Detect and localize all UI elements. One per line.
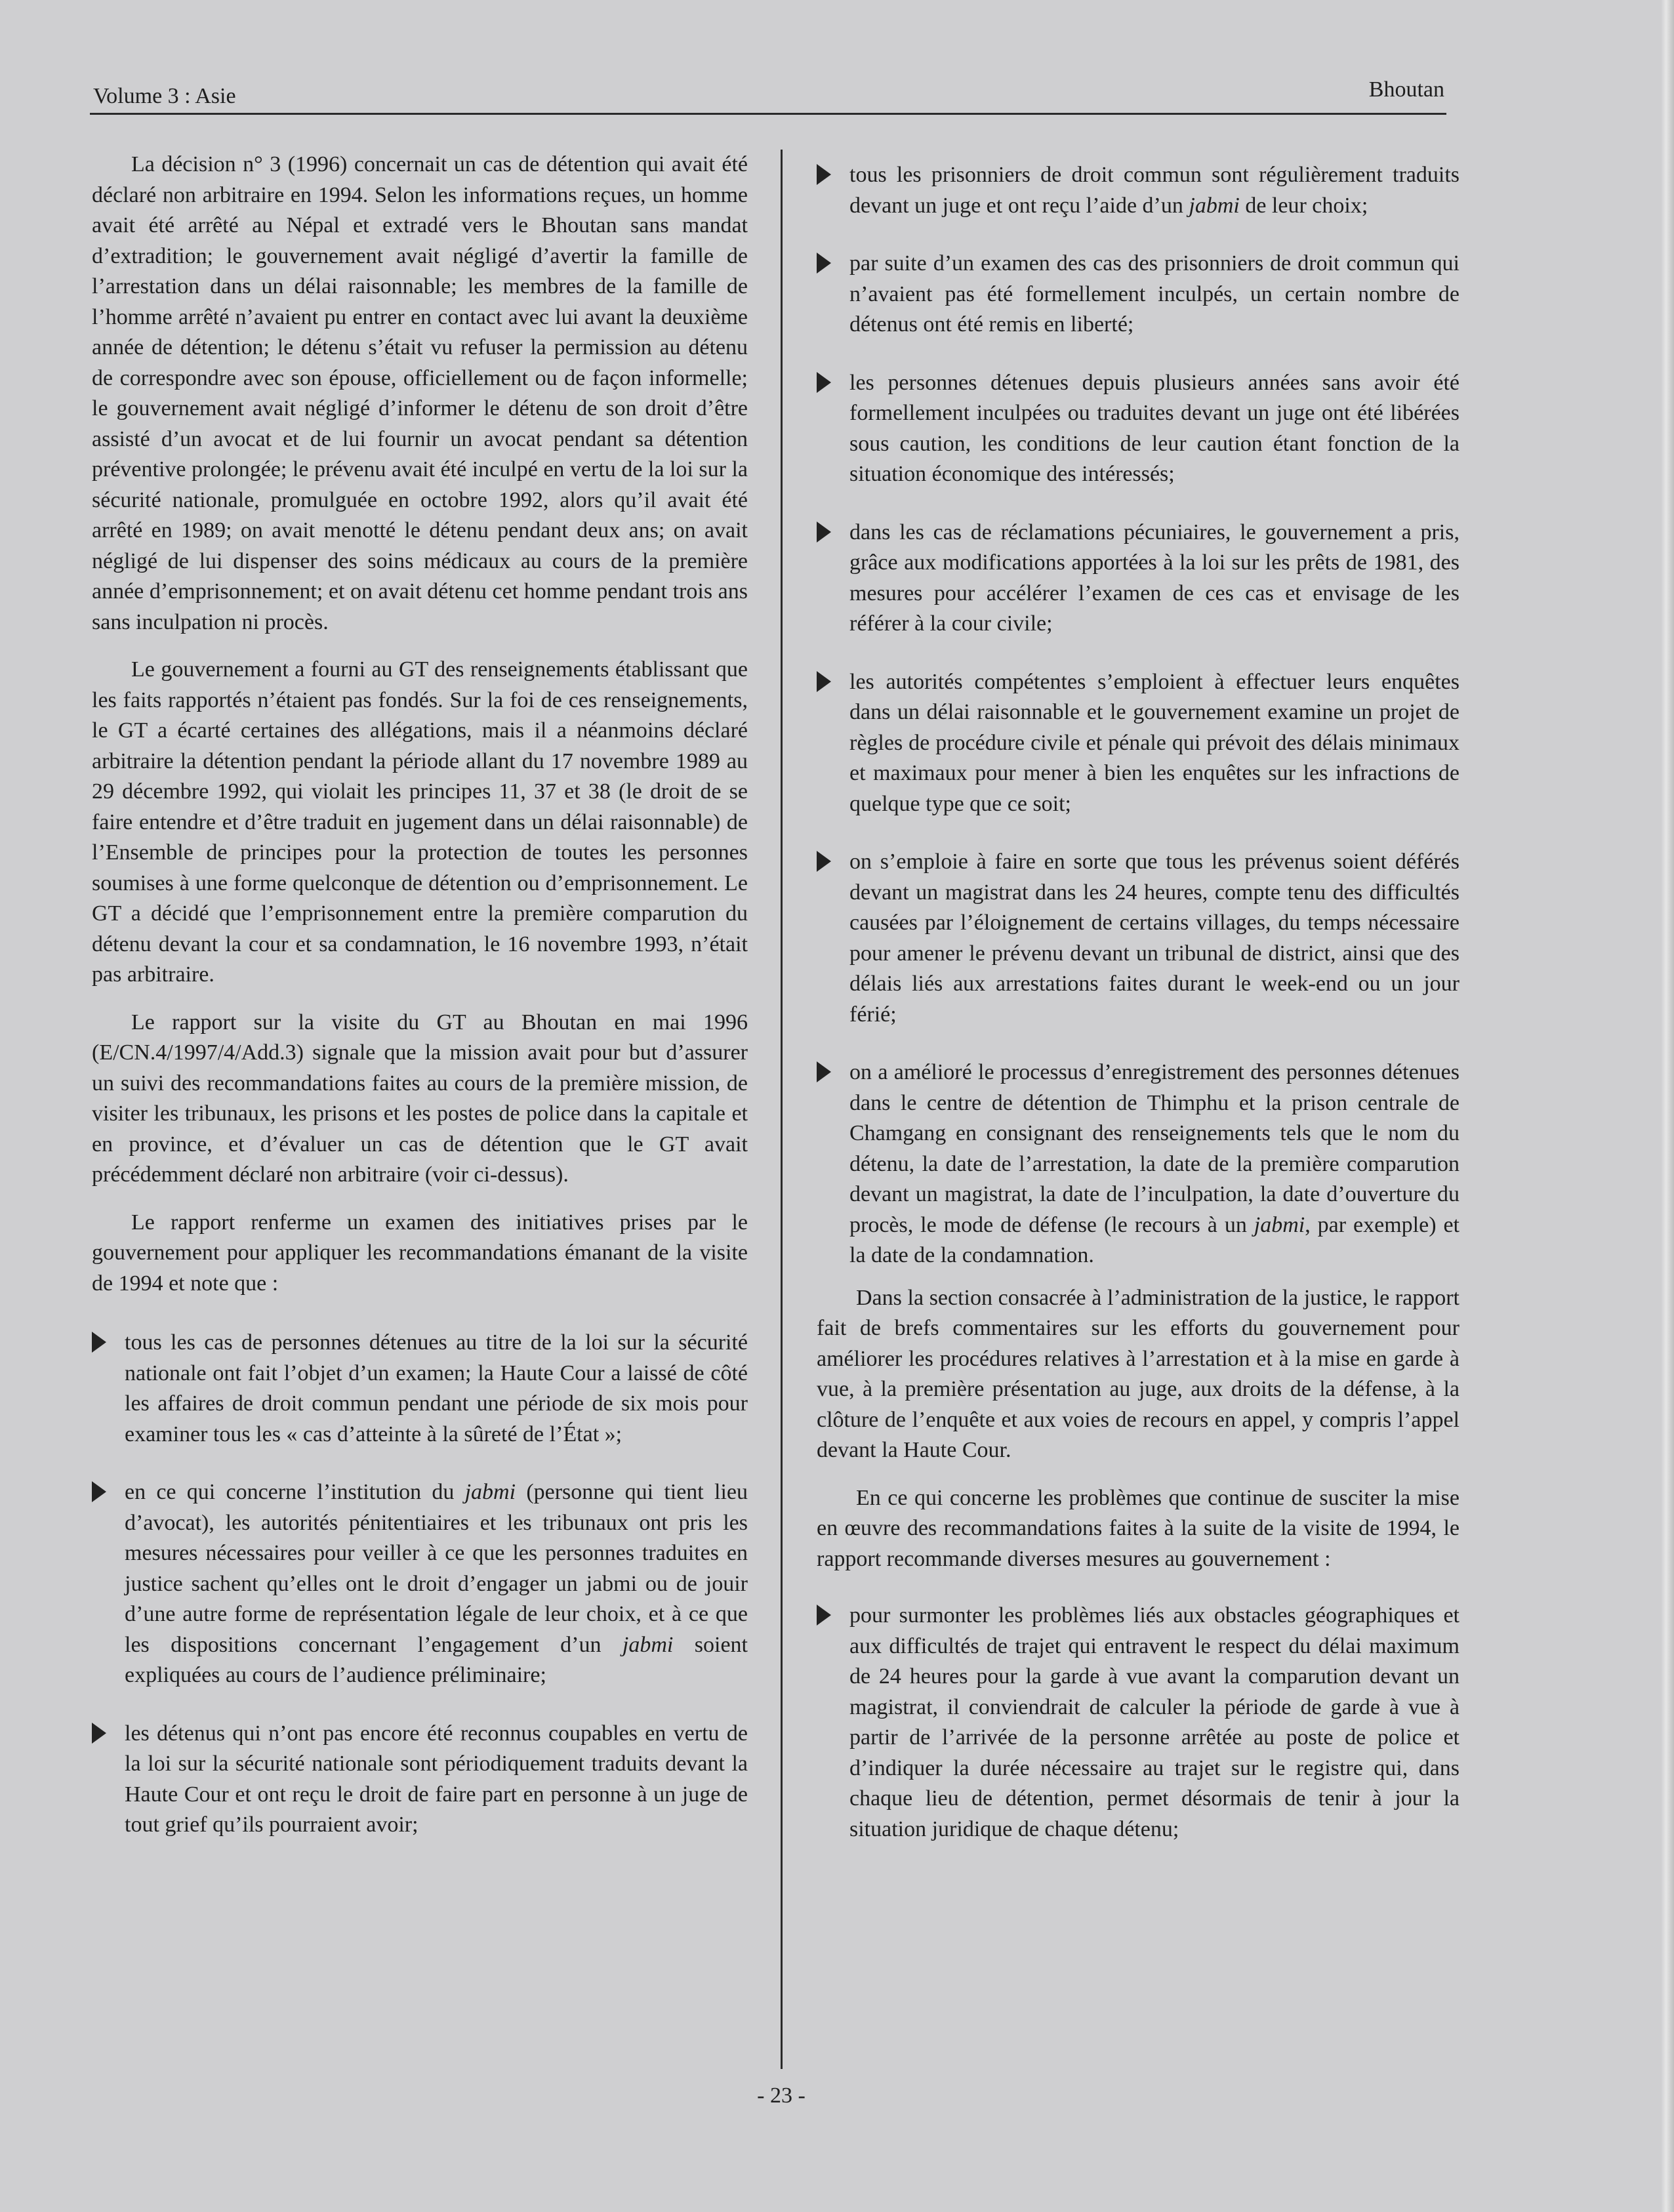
triangle-bullet-icon (817, 671, 831, 692)
bullet-item (92, 1719, 748, 1841)
paragraph: Le rapport sur la visite du GT au Bhoutan en mai 1996 (E/CN.4/1997/4/Add.3) signale que la mission avait pour but d’assurer un suivi des recommandations faites au cours de la première mission, de visiter les tribunaux, les prisons et les postes de police dans la capitale et en province, et d’évaluer un cas de détention que le GT avait précédemment déclaré non arbitraire (voir ci-dessus). (92, 1010, 748, 1187)
bullet-text: les détenus qui n’ont pas encore été reconnus coupables en vertu de la loi sur la sécurité nationale sont périodiquement traduits devant la Haute Cour et ont reçu le droit de faire part en personne à un juge de tout grief qu’ils pourraient avoir; (125, 1721, 748, 1837)
right-column (817, 160, 1460, 1872)
running-header (92, 77, 1446, 117)
bullet-text: tous les cas de personnes détenues au titre de la loi sur la sécurité nationale ont fait l’objet d’un examen; la Haute Cour a laissé de côté les affaires de droit commun pendant une période de six mois pour examiner tous les « cas d’atteinte à la sûreté de l’État »; (125, 1330, 748, 1446)
bullet-item (817, 1057, 1460, 1271)
bullet-text: dans les cas de réclamations pécuniaires, le gouvernement a pris, grâce aux modifications apportées à la loi sur les prêts de 1981, des mesures pour accélérer l’examen de ces cas et envisage de les référer à la cour civile; (849, 520, 1460, 636)
page-number: - 23 - (757, 2083, 806, 2108)
left-column (92, 150, 748, 1868)
bullet-item (92, 1328, 748, 1450)
header-volume: Volume 3 : Asie (93, 84, 236, 108)
triangle-bullet-icon (817, 1061, 831, 1082)
bullet-item (817, 160, 1460, 221)
paragraph: Le rapport renferme un examen des initiatives prises par le gouvernement pour appliquer les recommandations émanant de la visite de 1994 et note que : (92, 1210, 748, 1296)
column-divider (781, 150, 783, 2069)
triangle-bullet-icon (92, 1723, 106, 1744)
paragraph: Le gouvernement a fourni au GT des renseignements établissant que les faits rapportés n’étaient pas fondés. Sur la foi de ces renseignements, le GT a écarté certaines des allégations, mais il a néanmoins déclaré arbitraire la détention pendant la période allant du 17 novembre 1989 au 29 décembre 1992, qui violait les principes 11, 37 et 38 (le droit de se faire entendre et d’être traduit en jugement dans un délai raisonnable) de l’Ensemble de principes pour la protection de toutes les personnes soumises à une forme quelconque de détention ou d’emprisonnement. Le GT a décidé que l’emprisonnement entre la première comparution du détenu devant la cour et sa condamnation, le 16 novembre 1993, n’était pas arbitraire. (92, 657, 748, 987)
bullet-text: tous les prisonniers de droit commun sont régulièrement traduits devant un juge et ont reçu l’aide d’un jabmi de leur choix; (849, 163, 1460, 218)
bullet-text: en ce qui concerne l’institution du jabmi (personne qui tient lieu d’avocat), les autorités pénitentiaires et les tribunaux ont pris les mesures nécessaires pour veiller à ce que les personnes traduites en justice sachent qu’elles ont le droit d’engager un jabmi ou de jouir d’une autre forme de représentation légale de leur choix, et à ce que les dispositions concernant l’engagement d’un jabmi soient expliquées au cours de l’audience préliminaire; (125, 1480, 748, 1687)
bullet-item (817, 667, 1460, 820)
triangle-bullet-icon (817, 372, 831, 393)
bullet-text: les autorités compétentes s’emploient à effectuer leurs enquêtes dans un délai raisonnable et le gouvernement examine un projet de règles de procédure civile et pénale qui prévoit des délais minimaux et maximaux pour mener à bien les enquêtes sur les infractions de quelque type que ce soit; (849, 669, 1460, 816)
triangle-bullet-icon (817, 1605, 831, 1626)
paragraph: La décision n° 3 (1996) concernait un cas de détention qui avait été déclaré non arbitraire en 1994. Selon les informations reçues, un homme avait été arrêté au Népal et extradé vers le Bhoutan sans mandat d’extradition; le gouvernement avait négligé d’avertir la famille de l’arrestation dans un délai raisonnable; les membres de la famille de l’homme arrêté n’avaient pu entrer en contact avec lui avant la deuxième année de détention; le détenu s’était vu refuser la permission au détenu de correspondre avec son épouse, officiellement ou de façon informelle; le gouvernement avait négligé d’informer le détenu de son droit d’être assisté d’un avocat et de lui fournir un avocat pendant sa détention préventive prolongée; le prévenu avait été inculpé en vertu de la loi sur la sécurité nationale, promulguée en octobre 1992, alors qu’il avait été arrêté en 1989; on avait menotté le détenu pendant deux ans; on avait négligé de lui dispenser des soins médicaux au cours de la première année d’emprisonnement; et on avait détenu cet homme pendant trois ans sans inculpation ni procès. (92, 152, 748, 634)
bullet-item (817, 249, 1460, 340)
header-country: Bhoutan (1368, 77, 1444, 102)
bullet-text: par suite d’un examen des cas des prisonniers de droit commun qui n’avaient pas été formellement inculpés, un certain nombre de détenus ont été remis en liberté; (849, 251, 1460, 337)
bullet-item (817, 1601, 1460, 1845)
triangle-bullet-icon (817, 851, 831, 872)
bullet-text: on a amélioré le processus d’enregistrement des personnes détenues dans le centre de détention de Thimphu et la prison centrale de Chamgang en consignant des renseignements tels que le nom du détenu, la date de l’arrestation, la date de la première comparution devant un magistrat, la date de l’inculpation, la date d’ouverture du procès, le mode de défense (le recours à un jabmi, par exemple) et la date de la condamnation. (849, 1060, 1460, 1267)
triangle-bullet-icon (92, 1481, 106, 1502)
bullet-text: les personnes détenues depuis plusieurs années sans avoir été formellement inculpées ou traduites devant un juge ont été libérées sous caution, les conditions de leur caution étant fonction de la situation économique des intéressés; (849, 370, 1460, 486)
triangle-bullet-icon (817, 522, 831, 543)
bullet-text: on s’emploie à faire en sorte que tous les prévenus soient déférés devant un magistrat dans les 24 heures, compte tenu des difficultés causées par l’éloignement de certains villages, du temps nécessaire pour amener le prévenu devant un tribunal de district, ainsi que des délais liés aux arrestations faites durant le week-end ou un jour férié; (849, 850, 1460, 1027)
triangle-bullet-icon (817, 164, 831, 185)
bullet-item (817, 847, 1460, 1030)
bullet-text: pour surmonter les problèmes liés aux obstacles géographiques et aux difficultés de trajet qui entravent le respect du délai maximum de 24 heures pour la garde à vue avant la comparution devant un magistrat, il conviendrait de calculer la période de garde à vue à partir de l’arrivée de la personne arrêtée au poste de police et d’indiquer la durée nécessaire au trajet sur le registre qui, dans chaque lieu de détention, permet désormais de tenir à jour la situation juridique de chaque détenu; (849, 1603, 1460, 1841)
header-rule (90, 113, 1446, 115)
paragraph: Dans la section consacrée à l’administration de la justice, le rapport fait de brefs commentaires sur les efforts du gouvernement pour améliorer les procédures relatives à l’arrestation et à la mise en garde à vue, à la première présentation au juge, aux droits de la défense, à la clôture de l’enquête et aux voies de recours en appel, y compris l’appel devant la Haute Cour. (817, 1285, 1460, 1462)
paragraph: En ce qui concerne les problèmes que continue de susciter la mise en œuvre des recommandations faites à la suite de la visite de 1994, le rapport recommande diverses mesures au gouvernement : (817, 1485, 1460, 1571)
page-edge (1661, 0, 1674, 2212)
bullet-item (817, 368, 1460, 490)
bullet-item (92, 1477, 748, 1691)
triangle-bullet-icon (92, 1332, 106, 1353)
bullet-item (817, 518, 1460, 640)
triangle-bullet-icon (817, 253, 831, 274)
